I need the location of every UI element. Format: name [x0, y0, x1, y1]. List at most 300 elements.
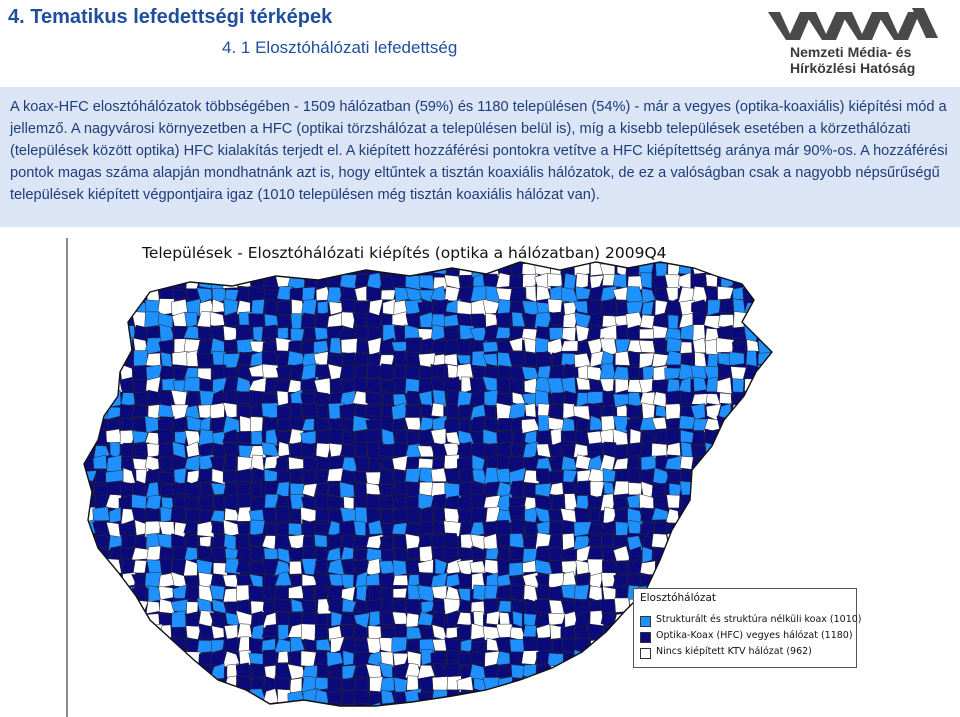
settlement-cell — [121, 393, 135, 406]
settlement-cell — [238, 263, 250, 274]
settlement-cell — [719, 263, 734, 274]
settlement-cell — [732, 521, 747, 536]
settlement-cell — [575, 585, 590, 600]
settlement-cell — [160, 652, 175, 667]
settlement-cell — [548, 691, 564, 703]
settlement-cell — [601, 300, 617, 315]
settlement-cell — [692, 394, 708, 405]
settlement-cell — [719, 393, 731, 404]
settlement-cell — [678, 678, 694, 691]
settlement-cell — [730, 468, 747, 483]
settlement-cell — [587, 665, 604, 679]
settlement-cell — [93, 339, 110, 354]
settlement-cell — [743, 458, 758, 469]
settlement-cell — [537, 444, 551, 457]
settlement-cell — [291, 403, 303, 419]
settlement-cell — [589, 702, 604, 717]
settlement-cell — [340, 403, 356, 419]
settlement-cell — [769, 273, 786, 289]
settlement-cell — [628, 677, 642, 691]
settlement-cell — [654, 338, 666, 354]
settlement-cell — [95, 676, 110, 694]
settlement-cell — [485, 690, 498, 705]
settlement-cell — [704, 482, 720, 497]
settlement-cell — [277, 391, 288, 406]
settlement-cell — [264, 548, 278, 560]
settlement-cell — [132, 650, 146, 665]
settlement-cell — [316, 639, 331, 651]
settlement-cell — [392, 342, 408, 352]
settlement-cell — [83, 533, 94, 549]
settlement-cell — [107, 703, 121, 717]
settlement-cell — [770, 546, 785, 561]
settlement-cell — [132, 692, 147, 705]
settlement-cell — [120, 599, 136, 612]
settlement-cell — [536, 430, 551, 445]
settlement-cell — [718, 520, 732, 535]
settlement-cell — [769, 560, 785, 574]
settlement-cell — [760, 703, 774, 717]
settlement-cell — [278, 442, 289, 457]
settlement-cell — [730, 676, 746, 692]
settlement-cell — [316, 430, 330, 446]
settlement-cell — [574, 676, 589, 690]
settlement-cell — [96, 286, 108, 303]
settlement-cell — [132, 483, 146, 496]
settlement-cell — [641, 702, 656, 717]
settlement-cell — [106, 302, 121, 316]
settlement-cell — [496, 520, 512, 536]
settlement-cell — [665, 704, 682, 716]
settlement-cell — [705, 561, 721, 576]
settlement-cell — [457, 702, 471, 717]
settlement-cell — [303, 589, 315, 602]
settlement-cell — [106, 689, 119, 702]
settlement-cell — [758, 353, 770, 366]
settlement-cell — [757, 273, 769, 290]
settlement-cell — [147, 260, 162, 277]
settlement-cell — [172, 351, 188, 366]
settlement-cell — [758, 403, 772, 417]
settlement-cell — [236, 325, 252, 341]
settlement-cell — [718, 507, 732, 525]
settlement-cell — [705, 456, 719, 469]
settlement-cell — [679, 703, 692, 717]
settlement-cell — [406, 702, 422, 717]
settlement-cell — [758, 444, 772, 458]
settlement-cell — [95, 391, 108, 406]
settlement-cell — [418, 301, 433, 314]
settlement-cell — [561, 549, 578, 560]
settlement-cell — [718, 572, 731, 588]
settlement-cell — [549, 328, 563, 341]
settlement-cell — [108, 390, 121, 407]
settlement-cell — [692, 468, 708, 483]
settlement-cell — [654, 522, 668, 534]
settlement-cell — [132, 625, 145, 640]
settlement-cell — [717, 338, 734, 353]
settlement-cell — [110, 546, 122, 559]
settlement-cell — [249, 264, 265, 277]
settlement-cell — [718, 471, 732, 485]
settlement-cell — [653, 575, 665, 589]
settlement-cell — [108, 289, 122, 302]
settlement-cell — [316, 260, 332, 277]
settlement-cell — [758, 483, 773, 496]
settlement-cell — [692, 560, 706, 577]
settlement-cell — [666, 404, 682, 420]
settlement-cell — [120, 652, 134, 667]
settlement-cell — [275, 534, 290, 549]
settlement-cell — [158, 261, 172, 275]
settlement-cell — [173, 262, 188, 276]
settlement-cell — [536, 679, 551, 691]
settlement-cell — [614, 705, 629, 717]
settlement-cell — [600, 637, 618, 653]
settlement-cell — [198, 497, 213, 510]
settlement-cell — [236, 703, 249, 717]
settlement-cell — [757, 416, 772, 431]
settlement-cell — [679, 559, 696, 576]
settlement-cell — [756, 690, 771, 706]
settlement-cell — [457, 338, 471, 354]
settlement-cell — [162, 378, 176, 390]
map-title: Települések - Elosztóhálózati kiépítés (optika a hálózatban) 2009Q4 — [142, 244, 667, 262]
settlement-cell — [549, 586, 563, 601]
settlement-cell — [81, 314, 97, 328]
settlement-cell — [185, 692, 202, 702]
settlement-cell — [277, 470, 291, 484]
settlement-cell — [382, 611, 394, 625]
settlement-cell — [721, 703, 734, 717]
settlement-cell — [237, 507, 251, 522]
settlement-cell — [121, 702, 133, 717]
settlement-cell — [343, 497, 353, 510]
settlement-cell — [93, 598, 107, 612]
settlement-cell — [744, 482, 760, 495]
settlement-cell — [277, 458, 288, 472]
settlement-cell — [743, 690, 760, 705]
legend-swatch-hfc — [640, 632, 651, 643]
settlement-cell — [615, 598, 630, 613]
settlement-cell — [563, 403, 575, 419]
settlement-cell — [616, 325, 627, 341]
settlement-cell — [746, 508, 759, 523]
settlement-cell — [759, 547, 772, 561]
settlement-cell — [288, 341, 300, 352]
settlement-cell — [210, 702, 225, 717]
settlement-cell — [291, 329, 305, 341]
settlement-cell — [523, 549, 537, 563]
settlement-cell — [719, 497, 734, 510]
settlement-cell — [769, 485, 787, 495]
settlement-cell — [617, 300, 628, 313]
settlement-cell — [419, 546, 432, 562]
settlement-cell — [718, 429, 733, 444]
settlement-cell — [83, 600, 95, 614]
settlement-cell — [316, 547, 327, 561]
settlement-cell — [587, 392, 603, 405]
settlement-cell — [550, 482, 564, 496]
settlement-cell — [172, 611, 186, 628]
settlement-cell — [380, 536, 394, 551]
settlement-cell — [757, 288, 774, 299]
settlement-cell — [134, 325, 148, 340]
settlement-cell — [678, 574, 695, 587]
settlement-cell — [473, 702, 486, 717]
settlement-cell — [132, 702, 149, 717]
settlement-cell — [730, 429, 746, 446]
settlement-cell — [83, 405, 96, 420]
settlement-cell — [628, 468, 639, 483]
settlement-cell — [769, 510, 786, 521]
settlement-cell — [81, 612, 97, 626]
settlement-cell — [405, 599, 421, 613]
settlement-cell — [95, 275, 110, 288]
settlement-cell — [341, 339, 357, 354]
settlement-cell — [756, 667, 773, 680]
settlement-cell — [602, 704, 617, 717]
settlement-cell — [263, 650, 277, 667]
settlement-cell — [551, 429, 562, 446]
settlement-cell — [692, 509, 707, 523]
settlement-cell — [600, 650, 618, 667]
settlement-cell — [743, 520, 760, 538]
settlement-cell — [83, 261, 95, 276]
settlement-cell — [615, 351, 630, 365]
settlement-cell — [653, 676, 667, 693]
settlement-cell — [81, 575, 95, 589]
settlement-cell — [249, 704, 266, 715]
settlement-cell — [146, 702, 161, 717]
settlement-cell — [262, 364, 278, 378]
settlement-cell — [771, 689, 785, 704]
settlement-cell — [665, 429, 681, 445]
settlement-cell — [188, 391, 199, 407]
settlement-cell — [95, 380, 108, 395]
settlement-cell — [83, 275, 94, 289]
settlement-cell — [704, 508, 721, 523]
settlement-cell — [574, 691, 591, 704]
settlement-cell — [393, 575, 408, 585]
settlement-cell — [758, 457, 774, 472]
settlement-cell — [538, 403, 550, 415]
settlement-cell — [757, 679, 773, 693]
settlement-cell — [431, 703, 448, 717]
settlement-cell — [642, 403, 655, 419]
settlement-cell — [185, 312, 198, 327]
settlement-cell — [291, 263, 305, 277]
settlement-cell — [756, 316, 773, 329]
settlement-cell — [510, 546, 525, 560]
settlement-cell — [548, 653, 564, 666]
settlement-cell — [432, 676, 448, 691]
settlement-cell — [730, 352, 745, 366]
settlement-cell — [591, 640, 603, 652]
settlement-cell — [496, 313, 512, 328]
settlement-cell — [692, 689, 708, 703]
settlement-cell — [719, 689, 734, 703]
settlement-cell — [93, 507, 110, 521]
settlement-cell — [552, 494, 564, 510]
settlement-cell — [498, 601, 511, 612]
settlement-cell — [368, 626, 381, 639]
settlement-cell — [526, 703, 538, 717]
settlement-cell — [458, 574, 473, 589]
settlement-cell — [770, 431, 782, 447]
settlement-cell — [418, 692, 431, 706]
settlement-cell — [277, 260, 288, 276]
settlement-cell — [81, 300, 96, 315]
settlement-cell — [96, 626, 109, 641]
settlement-cell — [185, 585, 199, 600]
settlement-cell — [760, 390, 773, 407]
settlement-cell — [561, 677, 576, 692]
settlement-cell — [81, 677, 97, 692]
settlement-cell — [641, 302, 653, 315]
settlement-cell — [691, 522, 707, 537]
settlement-cell — [172, 702, 188, 717]
settlement-cell — [291, 470, 303, 486]
logo-text-line2: Hírközlési Hatóság — [790, 60, 916, 76]
settlement-cell — [93, 585, 109, 599]
settlement-cell — [80, 286, 97, 301]
settlement-cell — [483, 678, 500, 694]
settlement-cell — [770, 678, 786, 690]
legend-title: Elosztóhálózat — [640, 592, 716, 604]
settlement-cell — [327, 468, 343, 481]
settlement-cell — [199, 510, 213, 524]
settlement-cell — [511, 702, 523, 717]
settlement-cell — [393, 588, 407, 598]
settlement-cell — [314, 534, 327, 547]
settlement-cell — [121, 666, 134, 677]
settlement-cell — [483, 274, 498, 288]
settlement-cell — [574, 260, 590, 276]
settlement-cell — [511, 444, 525, 457]
settlement-cell — [106, 663, 121, 677]
logo-text-line1: Nemzeti Média- és — [790, 44, 912, 60]
settlement-cell — [445, 354, 458, 366]
intro-paragraph: A koax-HFC elosztóhálózatok többségében - 1509 hálózatban (59%) és 1180 településen (54%) - már a vegyes (optika-koaxiális) kiépítési mód a jellemző. A nagyvárosi környezetben a HFC (optikai törzshálózat a településen belül is), míg a kisebb települések esetében a körzethálózati (települések között optika) HFC kialakítás terjedt el. A kiépített hozzáférési pontokra vetítve a HFC kiépítettség aránya már 90%-os. A hozzáférési pontok magas száma alapján mondhatnánk azt is, hogy eltűntek a tisztán koaxiális hálózatok, de ez a valóságban csak a nagyobb népsűrűségű települések kiépített végpontjaira igaz (1010 településen még tisztán koaxiális hálózat van). — [10, 99, 948, 203]
settlement-cell — [484, 703, 498, 716]
settlement-cell — [667, 573, 680, 587]
settlement-cell — [81, 392, 95, 405]
settlement-cell — [769, 522, 784, 536]
settlement-cell — [330, 663, 343, 680]
settlement-cell — [107, 325, 120, 343]
settlement-cell — [420, 706, 435, 717]
settlement-cell — [301, 702, 319, 717]
settlement-cell — [692, 536, 707, 548]
settlement-cell — [692, 430, 705, 445]
settlement-cell — [613, 274, 626, 288]
settlement-cell — [656, 702, 668, 717]
settlement-cell — [732, 494, 744, 510]
settlement-cell — [743, 573, 760, 590]
settlement-cell — [171, 507, 186, 524]
settlement-cell — [171, 667, 185, 680]
settlement-cell — [760, 325, 773, 342]
settlement-cell — [172, 651, 187, 667]
settlement-cell — [237, 431, 251, 443]
settlement-cell — [680, 689, 695, 706]
settlement-cell — [250, 520, 265, 536]
settlement-cell — [394, 548, 407, 562]
settlement-cell — [628, 482, 642, 494]
settlement-cell — [249, 534, 264, 546]
settlement-cell — [613, 638, 630, 652]
settlement-cell — [223, 691, 239, 703]
settlement-cell — [707, 573, 719, 588]
settlement-cell — [132, 637, 148, 653]
settlement-cell — [265, 261, 277, 276]
settlement-cell — [588, 677, 603, 690]
settlement-cell — [707, 470, 721, 484]
settlement-cell — [446, 702, 460, 717]
settlement-cell — [146, 495, 161, 510]
settlement-cell — [223, 326, 237, 341]
settlement-cell — [695, 352, 707, 368]
settlement-cell — [561, 663, 578, 678]
settlement-cell — [266, 702, 278, 717]
settlement-cell — [667, 338, 682, 352]
settlement-cell — [704, 520, 721, 535]
settlement-cell — [590, 312, 603, 326]
settlement-cell — [303, 341, 315, 355]
settlement-cell — [640, 676, 654, 693]
settlement-cell — [719, 546, 731, 563]
settlement-cell — [94, 689, 110, 703]
settlement-cell — [734, 262, 747, 277]
settlement-cell — [147, 624, 162, 637]
settlement-cell — [513, 429, 524, 446]
settlement-cell — [237, 624, 252, 638]
settlement-cell — [704, 533, 720, 548]
settlement-cell — [667, 676, 682, 692]
settlement-cell — [681, 548, 693, 562]
legend-swatch-none — [640, 648, 651, 659]
settlement-cell — [706, 495, 721, 511]
settlement-cell — [602, 664, 616, 681]
settlement-cell — [94, 327, 109, 340]
settlement-cell — [407, 391, 419, 405]
page-title: 4. Tematikus lefedettségi térképek — [8, 6, 333, 28]
settlement-cell — [614, 481, 631, 495]
settlement-cell — [329, 574, 343, 586]
settlement-cell — [757, 495, 773, 510]
settlement-cell — [679, 521, 695, 534]
settlement-cell — [588, 689, 601, 706]
settlement-cell — [641, 456, 656, 471]
settlement-cell — [668, 315, 678, 329]
settlement-cell — [444, 469, 459, 482]
settlement-cell — [772, 469, 786, 482]
settlement-cell — [147, 664, 159, 677]
settlement-cell — [96, 261, 110, 276]
settlement-cell — [134, 664, 146, 679]
settlement-cell — [406, 627, 421, 639]
settlement-cell — [80, 546, 97, 563]
settlement-cell — [133, 612, 147, 629]
settlement-cell — [718, 676, 734, 690]
settlement-cell — [743, 429, 760, 446]
settlement-cell — [743, 417, 757, 431]
settlement-cell — [680, 391, 694, 404]
settlement-cell — [717, 444, 733, 460]
legend-label-hfc: Optika-Koax (HFC) vegyes hálózat (1180) — [656, 630, 853, 641]
settlement-cell — [717, 559, 734, 572]
